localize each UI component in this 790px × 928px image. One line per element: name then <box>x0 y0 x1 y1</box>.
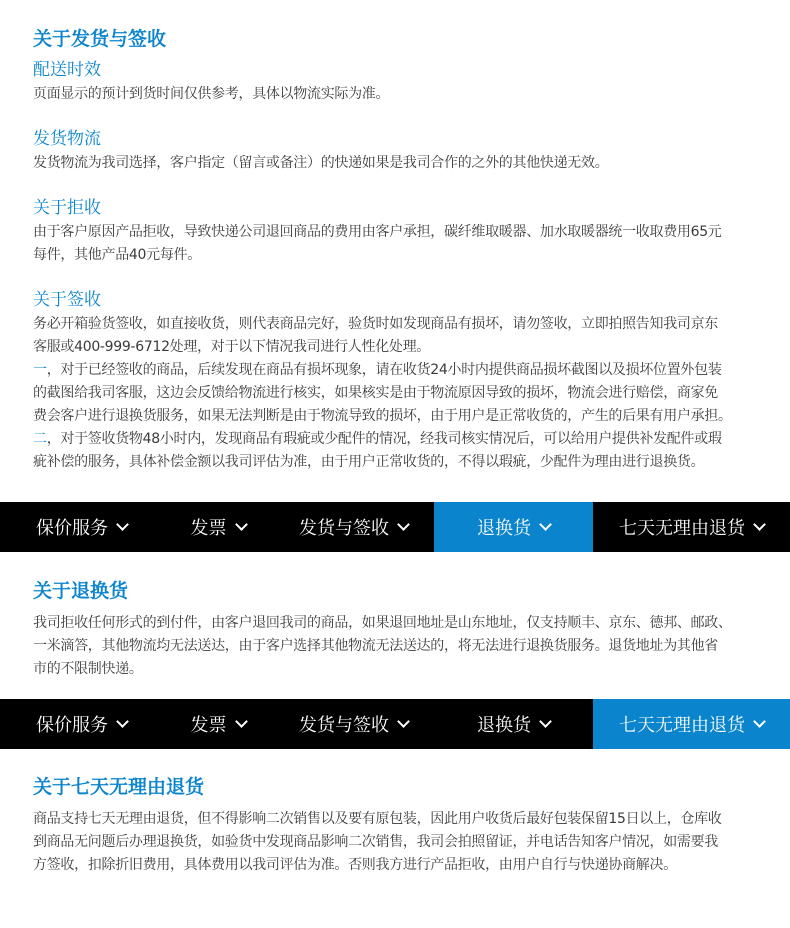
service-tab-bar <box>0 699 790 749</box>
seven-days-text <box>33 808 770 877</box>
returns-line: 一米滴答，其他物流均无法送达，由于客户选择其他物流无法送达的，将无法进行退换货服务。退货地址为其他省 <box>33 638 718 654</box>
signing-heading: 关于签收 <box>33 290 101 310</box>
shipping-title: 关于发货与签收 <box>33 28 167 50</box>
tab-invoice[interactable] <box>163 699 273 749</box>
chevron-down-icon <box>235 715 248 728</box>
delivery-time-heading: 配送时效 <box>33 60 101 80</box>
signing-item-1 <box>33 359 770 382</box>
chevron-down-icon <box>116 518 129 531</box>
returns-text <box>33 612 770 681</box>
signing-intro-line: 务必开箱验货签收，如直接收货，则代表商品完好，验货时如发现商品有损坏，请勿签收，立即拍照告知我司京东 <box>33 316 718 332</box>
tab-invoice[interactable] <box>163 502 273 552</box>
rejection-heading: 关于拒收 <box>33 198 101 218</box>
signing-text <box>33 313 770 474</box>
tab-seven-days[interactable] <box>593 699 790 749</box>
rejection-line: 由于客户原因产品拒收，导致快递公司退回商品的费用由客户承担，碳纤维取暖器、加水取暖器统一收取费用65元 <box>33 224 722 240</box>
returns-line: 我司拒收任何形式的到付件，由客户退回我司的商品，如果退回地址是山东地址，仅支持顺丰、京东、德邦、邮政、 <box>33 615 732 631</box>
tab-label: 发票 <box>190 715 227 736</box>
tab-label: 发票 <box>190 518 227 539</box>
tab-returns[interactable] <box>434 502 593 552</box>
rejection-text <box>33 221 770 267</box>
signing-item-2 <box>33 428 770 451</box>
list-marker: 二 <box>33 431 47 447</box>
signing-intro-line: 客服或400-999-6712处理，对于以下情况我司进行人性化处理。 <box>33 339 430 355</box>
tab-shipping[interactable] <box>273 502 434 552</box>
seven-days-title: 关于七天无理由退货 <box>33 776 205 798</box>
chevron-down-icon <box>397 715 410 728</box>
rejection-line: 每件，其他产品40元每件。 <box>33 247 201 263</box>
logistics-heading: 发货物流 <box>33 129 101 149</box>
seven-days-line: 方签收，扣除折旧费用，具体费用以我司评估为准。否则我方进行产品拒收，由用户自行与快递协商解决。 <box>33 857 677 873</box>
chevron-down-icon <box>753 518 766 531</box>
chevron-down-icon <box>397 518 410 531</box>
seven-days-line: 到商品无问题后办理退换货，如验货中发现商品影响二次销售，我司会拍照留证，并电话告知客户情况，如需要我 <box>33 834 718 850</box>
returns-line: 市的不限制快递。 <box>33 661 143 677</box>
tab-seven-days[interactable] <box>593 502 790 552</box>
tab-returns[interactable] <box>434 699 593 749</box>
delivery-time-text: 页面显示的预计到货时间仅供参考，具体以物流实际为准。 <box>33 86 390 102</box>
chevron-down-icon <box>116 715 129 728</box>
service-tab-bar <box>0 502 790 552</box>
tab-label: 退换货 <box>477 715 531 736</box>
signing-item-line: 费会客户进行退换货服务，如果无法判断是由于物流导致的损坏，由于用户是正常收货的，产生的后果有用户承担。 <box>33 408 732 424</box>
list-marker: 一 <box>33 362 47 378</box>
tab-price-protection[interactable] <box>0 699 163 749</box>
seven-days-line: 商品支持七天无理由退货，但不得影响二次销售以及要有原包装，因此用户收货后最好包装保留15日以上，仓库收 <box>33 811 722 827</box>
signing-item-line: 的截图给我司客服，这边会反馈给物流进行核实，如果核实是由于物流原因导致的损坏，物流会进行赔偿，商家免 <box>33 385 718 401</box>
chevron-down-icon <box>539 518 552 531</box>
tab-label: 七天无理由退货 <box>619 715 745 736</box>
tab-label: 七天无理由退货 <box>619 518 745 539</box>
chevron-down-icon <box>539 715 552 728</box>
chevron-down-icon <box>753 715 766 728</box>
tab-shipping[interactable] <box>273 699 434 749</box>
tab-label: 发货与签收 <box>299 715 389 736</box>
tab-label: 发货与签收 <box>299 518 389 539</box>
tab-label: 保价服务 <box>36 715 108 736</box>
signing-item-text: ，对于已经签收的商品，后续发现在商品有损坏现象，请在收货24小时内提供商品损坏截图以及损坏位置外包装 <box>46 362 722 378</box>
returns-title: 关于退换货 <box>33 580 129 602</box>
signing-item-text: ，对于签收货物48小时内，发现商品有瑕疵或少配件的情况，经我司核实情况后，可以给用户提供补发配件或瑕 <box>46 431 722 447</box>
logistics-text: 发货物流为我司选择，客户指定（留言或备注）的快递如果是我司合作的之外的其他快递无效。 <box>33 155 609 171</box>
tab-label: 退换货 <box>477 518 531 539</box>
tab-price-protection[interactable] <box>0 502 163 552</box>
chevron-down-icon <box>235 518 248 531</box>
signing-item-line: 疵补偿的服务，具体补偿金额以我司评估为准，由于用户正常收货的，不得以瑕疵，少配件为理由进行退换货。 <box>33 454 705 470</box>
tab-label: 保价服务 <box>36 518 108 539</box>
